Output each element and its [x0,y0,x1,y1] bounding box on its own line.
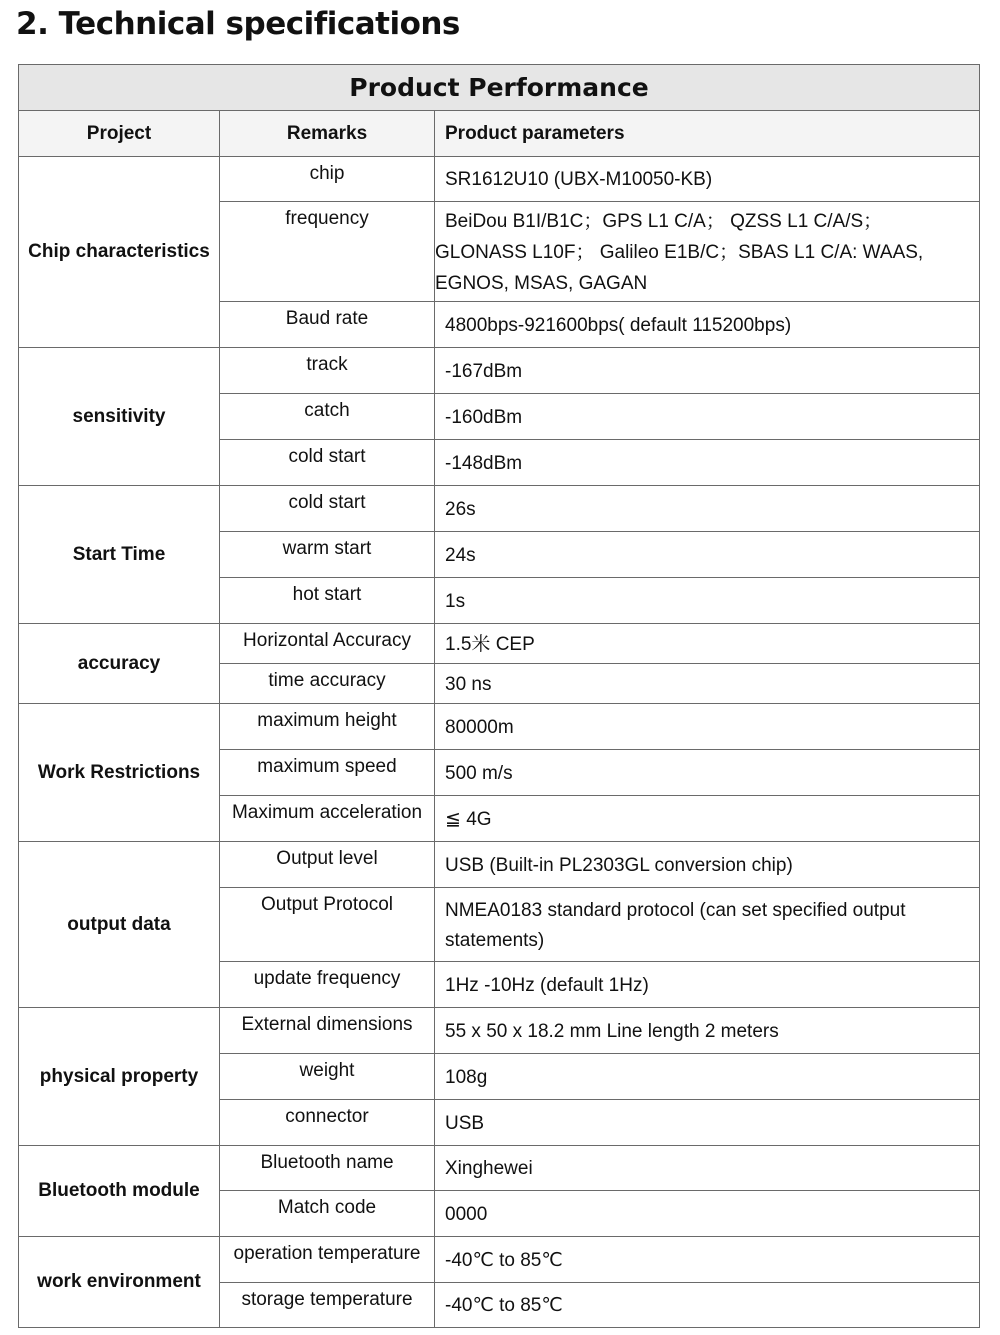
parameter-cell: USB (Built-in PL2303GL conversion chip) [435,842,980,888]
table-row [19,842,980,888]
remark-cell: operation temperature [220,1237,435,1283]
remark-cell: weight [220,1054,435,1100]
remark-cell: storage temperature [220,1283,435,1328]
group-label: Work Restrictions [19,704,220,842]
table-row [19,157,980,202]
column-header-remarks: Remarks [220,111,435,157]
remark-cell: maximum height [220,704,435,750]
remark-cell: frequency [220,202,435,302]
remark-cell: Baud rate [220,302,435,348]
remark-cell: Maximum acceleration [220,796,435,842]
parameter-cell: 4800bps-921600bps( default 115200bps) [435,302,980,348]
parameter-cell: 1s [435,578,980,624]
parameter-cell: BeiDou B1I/B1C；GPS L1 C/A； QZSS L1 C/A/S； GLONASS L10F； Galileo E1B/C；SBAS L1 C/A: WAAS, EGNOS, MSAS, GAGAN [435,202,980,302]
remark-cell: External dimensions [220,1008,435,1054]
remark-cell: Bluetooth name [220,1146,435,1191]
remark-cell: maximum speed [220,750,435,796]
parameter-cell: -160dBm [435,394,980,440]
parameter-cell: 24s [435,532,980,578]
parameter-cell: 30 ns [435,664,980,704]
table-row [19,1008,980,1054]
remark-cell: Match code [220,1191,435,1237]
parameter-cell: -148dBm [435,440,980,486]
parameter-cell: 26s [435,486,980,532]
table-banner: Product Performance [19,65,980,111]
table-row [19,704,980,750]
group-label: Bluetooth module [19,1146,220,1237]
table-row [19,624,980,664]
group-label: output data [19,842,220,1008]
group-label: work environment [19,1237,220,1328]
parameter-cell: -40℃ to 85℃ [435,1237,980,1283]
page-heading: 2. Technical specifications [16,6,460,42]
column-header-parameters: Product parameters [435,111,980,157]
spec-table-body [19,157,980,1328]
group-label: Chip characteristics [19,157,220,348]
remark-cell: hot start [220,578,435,624]
remark-cell: update frequency [220,962,435,1008]
parameter-cell: 1Hz -10Hz (default 1Hz) [435,962,980,1008]
remark-cell: time accuracy [220,664,435,704]
remark-cell: Output level [220,842,435,888]
parameter-cell: 80000m [435,704,980,750]
parameter-cell: 0000 [435,1191,980,1237]
parameter-cell: NMEA0183 standard protocol (can set specified output statements) [435,888,980,962]
parameter-cell: ≦ 4G [435,796,980,842]
parameter-cell: 108g [435,1054,980,1100]
remark-cell: Output Protocol [220,888,435,962]
parameter-cell: USB [435,1100,980,1146]
remark-cell: connector [220,1100,435,1146]
parameter-cell: -40℃ to 85℃ [435,1283,980,1328]
remark-cell: cold start [220,440,435,486]
parameter-cell: 1.5米 CEP [435,624,980,664]
parameter-cell: Xinghewei [435,1146,980,1191]
parameter-cell: -167dBm [435,348,980,394]
remark-cell: Horizontal Accuracy [220,624,435,664]
table-row [19,348,980,394]
group-label: sensitivity [19,348,220,486]
parameter-cell: SR1612U10 (UBX-M10050-KB) [435,157,980,202]
remark-cell: track [220,348,435,394]
parameter-cell: 500 m/s [435,750,980,796]
group-label: physical property [19,1008,220,1146]
spec-table [18,64,980,1328]
column-header-project: Project [19,111,220,157]
remark-cell: chip [220,157,435,202]
table-row [19,1146,980,1191]
remark-cell: cold start [220,486,435,532]
remark-cell: catch [220,394,435,440]
group-label: Start Time [19,486,220,624]
parameter-cell: 55 x 50 x 18.2 mm Line length 2 meters [435,1008,980,1054]
remark-cell: warm start [220,532,435,578]
group-label: accuracy [19,624,220,704]
table-row [19,486,980,532]
table-row [19,1237,980,1283]
